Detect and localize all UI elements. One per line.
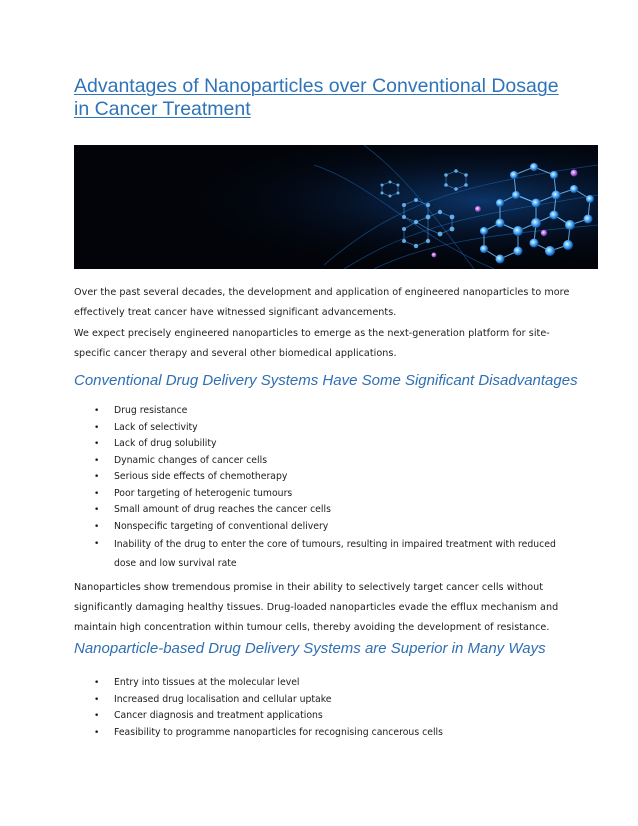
- nanoparticle-hero-image: [74, 145, 598, 269]
- bullet-icon: •: [94, 727, 100, 738]
- list-item: • Serious side effects of chemotherapy: [74, 469, 574, 486]
- bullet-icon: •: [94, 539, 100, 549]
- list-item: • Entry into tissues at the molecular level: [74, 675, 574, 692]
- list-item: • Drug resistance: [74, 403, 574, 420]
- bullet-icon: •: [94, 488, 100, 499]
- bullet-icon: •: [94, 422, 100, 433]
- nanoparticle-network-icon: [74, 145, 598, 269]
- list-item: • Lack of selectivity: [74, 420, 574, 437]
- intro-paragraph-1: Over the past several decades, the development and application of engineered nanoparticles to more effectively treat cancer have witnessed significant advancements.: [74, 287, 570, 318]
- section1-list: [74, 403, 574, 573]
- list-item: • Increased drug localisation and cellular uptake: [74, 692, 574, 709]
- intro-paragraph-2: We expect precisely engineered nanoparticles to emerge as the next-generation platform for site-specific cancer therapy and several other biomedical applications.: [74, 328, 550, 359]
- bullet-icon: •: [94, 505, 100, 515]
- document-title: Advantages of Nanoparticles over Conventional Dosage in Cancer Treatment: [74, 75, 559, 120]
- list-item: • Cancer diagnosis and treatment applications: [74, 708, 574, 725]
- bullet-icon: •: [94, 455, 100, 466]
- section2-heading: Nanoparticle-based Drug Delivery Systems are Superior in Many Ways: [74, 640, 546, 657]
- list-item: • Feasibility to programme nanoparticles for recognising cancerous cells: [74, 725, 574, 742]
- bullet-icon: •: [94, 521, 100, 532]
- bullet-icon: •: [94, 694, 100, 705]
- list-item: • Poor targeting of heterogenic tumours: [74, 486, 574, 503]
- list-item: • Inability of the drug to enter the core of tumours, resulting in impaired treatment with reduced dose and low survival rate: [74, 535, 574, 573]
- list-item: • Lack of drug solubility: [74, 436, 574, 453]
- list-item: • Dynamic changes of cancer cells: [74, 453, 574, 470]
- section2-list: [74, 675, 574, 741]
- list-item: • Small amount of drug reaches the cancer cells: [74, 502, 574, 519]
- bullet-icon: •: [94, 678, 100, 688]
- bullet-icon: •: [94, 406, 100, 416]
- bullet-icon: •: [94, 439, 100, 449]
- bullet-icon: •: [94, 472, 100, 482]
- list-item: • Nonspecific targeting of conventional delivery: [74, 519, 574, 536]
- bullet-icon: •: [94, 711, 100, 721]
- section1-heading: Conventional Drug Delivery Systems Have Some Significant Disadvantages: [74, 372, 578, 389]
- section1-closing-paragraph: Nanoparticles show tremendous promise in their ability to selectively target cancer cells without significantly damaging healthy tissues. Drug-loaded nanoparticles evade the efflux mechanism and maintain high concentration within tumour cells, thereby avoiding the development of resistance.: [74, 582, 559, 633]
